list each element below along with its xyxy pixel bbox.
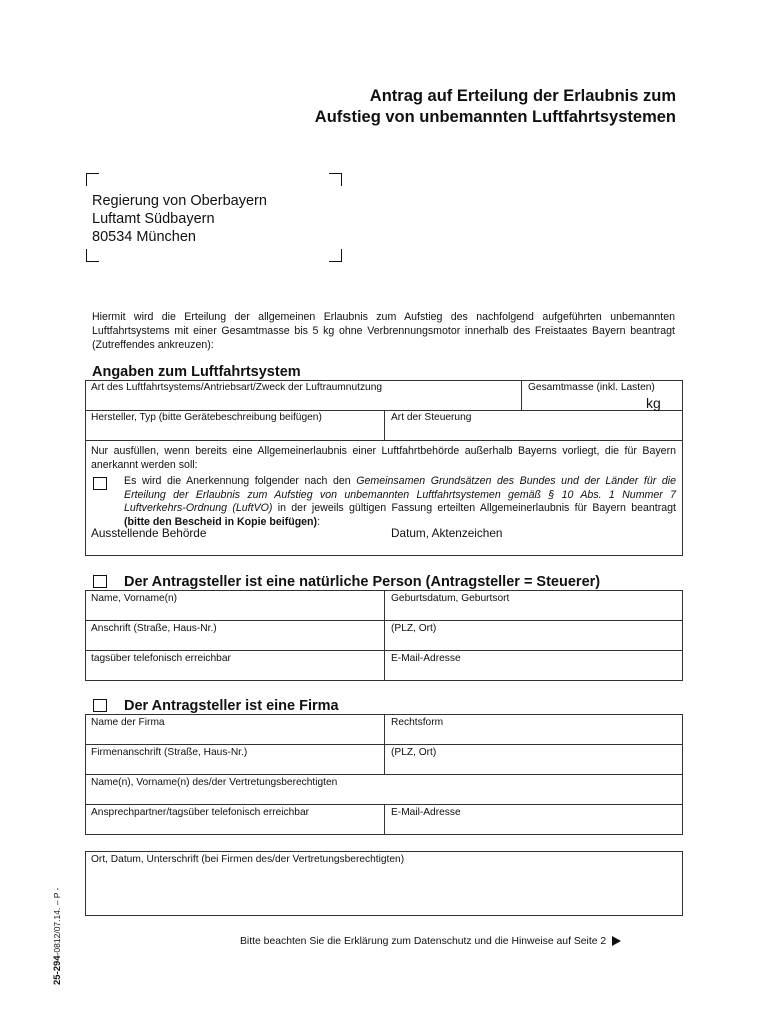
form-title-line-2: Aufstieg von unbemannten Luftfahrtsystemen	[314, 108, 676, 126]
firma-plz-label: (PLZ, Ort)	[391, 747, 437, 758]
address-corner-bottom-right	[329, 249, 342, 262]
behoerde-field-label: Ausstellende Behörde	[91, 526, 207, 540]
masse-unit: kg	[646, 395, 661, 411]
form-title	[0, 86, 676, 128]
person-email-field[interactable]	[387, 665, 681, 679]
firma-rechtsform-label: Rechtsform	[391, 717, 444, 728]
firma-name-label: Name der Firma	[91, 717, 165, 728]
form-code-suffix: -0812/07.14. – P -	[52, 887, 62, 956]
hersteller-field[interactable]	[91, 424, 381, 439]
person-plz-field[interactable]	[387, 635, 681, 649]
firma-row-divider-2	[85, 774, 683, 775]
person-name-field[interactable]	[91, 605, 381, 619]
steuerung-field-label: Art der Steuerung	[391, 412, 472, 423]
system-col-divider-2	[384, 410, 385, 440]
firma-anschrift-label: Firmenanschrift (Straße, Haus-Nr.)	[91, 747, 248, 758]
person-plz-label: (PLZ, Ort)	[391, 623, 437, 634]
person-col-divider	[384, 590, 385, 681]
person-anschrift-field[interactable]	[91, 635, 381, 649]
behoerde-field[interactable]	[91, 540, 381, 554]
person-geburt-field[interactable]	[387, 605, 681, 619]
address-corner-top-left	[86, 173, 99, 186]
masse-field[interactable]	[523, 394, 643, 409]
address-corner-bottom-left	[86, 249, 99, 262]
firma-ansprech-label: Ansprechpartner/tagsüber telefonisch erreichbar	[91, 807, 310, 818]
form-title-line-1: Antrag auf Erteilung der Erlaubnis zum	[369, 87, 676, 105]
firma-col-divider-2	[384, 804, 385, 835]
hersteller-field-label: Hersteller, Typ (bitte Gerätebeschreibung beifügen)	[91, 412, 322, 423]
firma-section-heading: Der Antragsteller ist eine Firma	[124, 698, 339, 714]
firma-email-field[interactable]	[387, 819, 681, 833]
anerkennung-text-end: :	[317, 515, 321, 528]
system-row-divider-2	[85, 440, 683, 441]
triangle-right-icon	[612, 936, 621, 946]
anerkennung-text-italic: Gemeinsamen Grundsätzen des Bundes und der Länder für die Erteilung der Erlaubnis zum Aufstieg von unbemannten Luftfahrtsystemen gemäß § 10 Abs. 1 Nummer 7 Luftverkehrs-Ordnung (LuftVO)	[124, 475, 676, 514]
person-section-heading: Der Antragsteller ist eine natürliche Person (Antragsteller = Steuerer)	[124, 574, 601, 590]
address-corner-top-right	[329, 173, 342, 186]
system-col-divider-1	[521, 380, 522, 410]
person-geburt-label: Geburtsdatum, Geburtsort	[391, 593, 510, 604]
person-email-label: E-Mail-Adresse	[391, 653, 461, 664]
person-name-label: Name, Vorname(n)	[91, 593, 178, 604]
art-field-label: Art des Luftfahrtsystems/Antriebsart/Zweck der Luftraumnutzung	[91, 382, 383, 393]
anerkennung-checkbox[interactable]	[93, 477, 107, 490]
firma-rechtsform-field[interactable]	[387, 729, 681, 743]
person-telefon-field[interactable]	[91, 665, 381, 679]
firma-name-field[interactable]	[91, 729, 381, 743]
anerkennung-text-bold: (bitte den Bescheid in Kopie beifügen)	[124, 515, 318, 528]
datum-field-label: Datum, Aktenzeichen	[391, 526, 503, 540]
firma-plz-field[interactable]	[387, 759, 681, 773]
address-line-1: Regierung von Oberbayern	[92, 193, 267, 209]
masse-field-label: Gesamtmasse (inkl. Lasten)	[528, 382, 655, 393]
system-section-heading: Angaben zum Luftfahrtsystem	[92, 364, 301, 380]
person-anschrift-label: Anschrift (Straße, Haus-Nr.)	[91, 623, 217, 634]
firma-col-divider-1	[384, 714, 385, 774]
signature-label: Ort, Datum, Unterschrift (bei Firmen des/der Vertretungsberechtigten)	[91, 854, 405, 865]
form-code-number: 25-294	[52, 955, 63, 985]
footer-hint	[240, 936, 621, 947]
art-field[interactable]	[91, 394, 519, 409]
anerkennung-note: Nur ausfüllen, wenn bereits eine Allgemeinerlaubnis einer Luftfahrtbehörde außerhalb Bayerns vorliegt, die für Bayern anerkannt werden soll:	[91, 445, 676, 471]
form-code	[52, 888, 63, 986]
anerkennung-text	[124, 475, 676, 529]
person-checkbox[interactable]	[93, 575, 107, 588]
steuerung-field[interactable]	[387, 424, 681, 439]
firma-checkbox[interactable]	[93, 699, 107, 712]
firma-ansprech-field[interactable]	[91, 819, 381, 833]
footer-hint-text: Bitte beachten Sie die Erklärung zum Datenschutz und die Hinweise auf Seite 2	[240, 936, 607, 947]
intro-text: Hiermit wird die Erteilung der allgemeinen Erlaubnis zum Aufstieg des nachfolgend aufgeführten unbemannten Luftfahrtsystems mit einer Gesamtmasse bis 5 kg ohne Verbrennungsmotor innerhalb des Freistaates Bayern beantragt (Zutreffendes ankreuzen):	[92, 311, 675, 351]
person-telefon-label: tagsüber telefonisch erreichbar	[91, 653, 231, 664]
anerkennung-text-mid: in der jeweils gültigen Fassung erteilten Allgemeinerlaubnis für Bayern beantragt	[272, 502, 676, 514]
address-line-2: Luftamt Südbayern	[92, 211, 215, 227]
firma-vertreter-field[interactable]	[91, 789, 681, 803]
anerkennung-text-pre: Es wird die Anerkennung folgender nach den	[124, 475, 357, 487]
recipient-address	[92, 192, 267, 246]
datum-field[interactable]	[387, 540, 681, 554]
firma-vertreter-label: Name(n), Vorname(n) des/der Vertretungsberechtigten	[91, 777, 338, 788]
address-line-3: 80534 München	[92, 229, 196, 245]
firma-anschrift-field[interactable]	[91, 759, 381, 773]
firma-email-label: E-Mail-Adresse	[391, 807, 461, 818]
